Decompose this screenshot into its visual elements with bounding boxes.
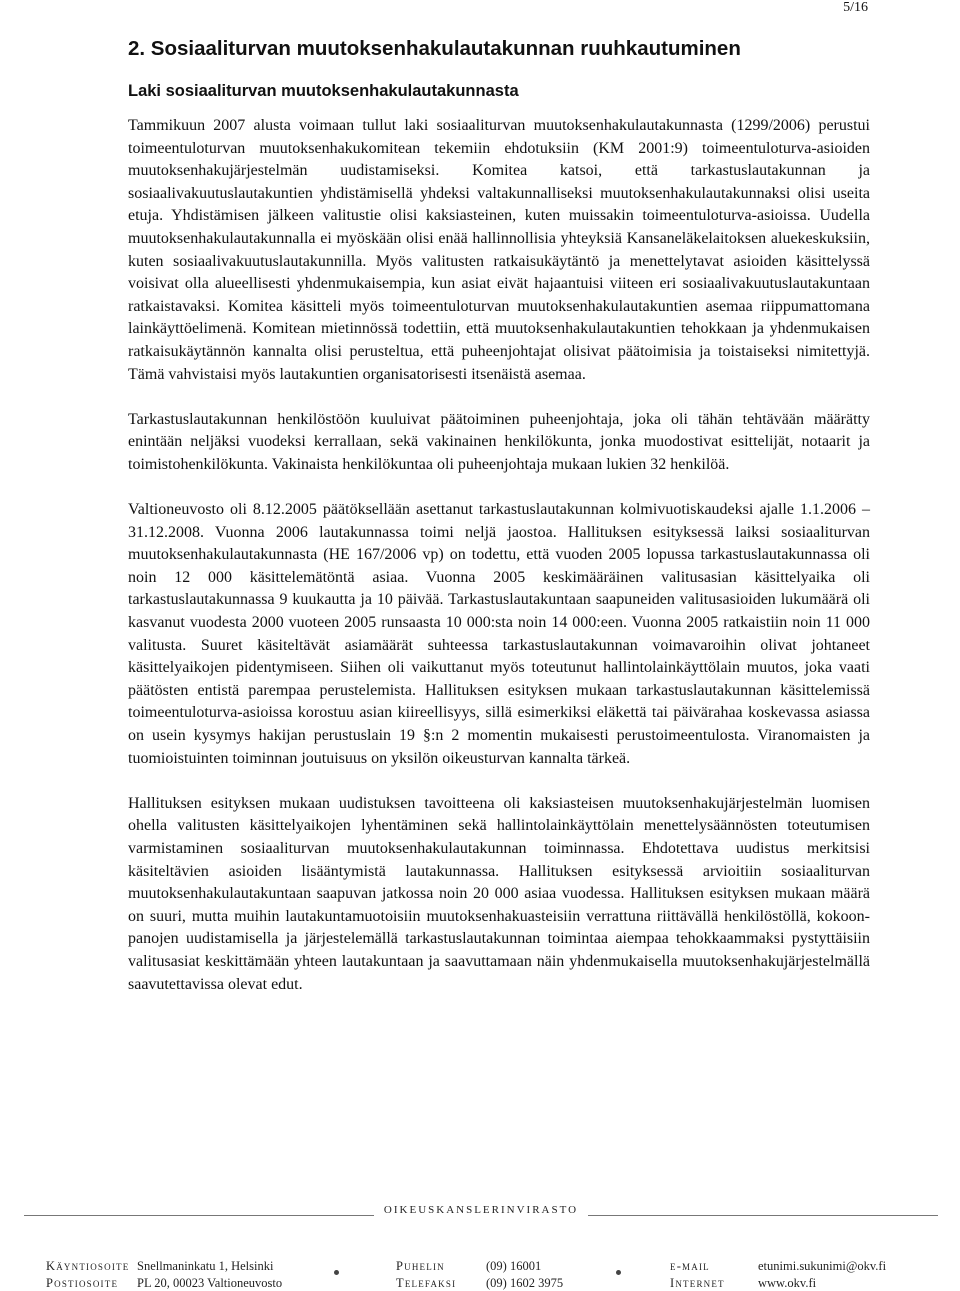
paragraph-3: Valtioneuvosto oli 8.12.2005 päätöksellään asettanut tarkastuslautakunnan kolmivuotiskaudeksi ajalle 1.1.2006 – 31.12.2008. Vuonna 2006 lautakunnassa toimi neljä jaostoa. Hallituksen esityksessä laiksi sosiaaliturvan muutoksenhakulautakunnasta (HE 167/2006 vp) on todettu, että vuoden 2005 lopussa tarkastuslautakunnassa oli noin 12 000 käsittelemätöntä asiaa. Vuonna 2005 keskimääräinen valitusasian käsittelyaika oli tarkastuslautakunnassa 9 kuukautta ja 10 päivää. Tarkastuslautakuntaan saapuneiden valitusasioiden lukumäärä oli kasvanut vuodesta 2000 vuoteen 2005 runsaasta 10 000:sta noin 14 000:een. Vuonna 2005 ratkaistiin noin 11 000 valitusta. Suuret käsiteltävät asiamäärät suhteessa tarkastuslautakunnan voimavaroihin olivat johtaneet käsittelyaikojen pidentymiseen. Siihen oli vaikuttanut myös toteutunut hallintolainkäyttölain muutos, joka vaati päätösten entistä parempaa perustelemista. Hallituksen esityksen mukaan tarkastuslautakunnan käsittelemissä toimeentuloturva-asioissa korostuu asian kiireellisyys, sillä esimerkiksi eläkettä tai päivärahaa koskevassa asiassa on usein kysymys hakijan perustuslain 19 §:n 2 momentin mukaisesti perustoimeentulosta. Viranomaisten ja tuomioistuinten toiminnan joutuisuus on yksilön oikeusturvan kannalta tärkeä. — [128, 501, 870, 767]
footer-divider-right — [588, 1215, 938, 1216]
footer-bullet-dot — [616, 1270, 621, 1275]
paragraph-2: Tarkastuslautakunnan henkilöstöön kuuluivat päätoiminen puheenjohtaja, joka oli tähän tehtävään määrätty enintään neljäksi vuodeksi kerrallaan, sekä vakinainen henkilökunta, jonka muodostivat esittelijät, notaarit ja toimistohenkilökunta. Vakinaista henkilökuntaa oli puheenjohtaja mukaan lukien 32 henkilöä. — [128, 410, 870, 473]
footer-phone-number: (09) 16001 — [486, 1259, 542, 1273]
footer-postal-label: Postiosoite — [46, 1276, 119, 1290]
paragraph-1: Tammikuun 2007 alusta voimaan tullut laki sosiaaliturvan muutoksenhakulautakunnasta (1299/2006) perustui toimeentuloturvan muutoksenhakukomitean tekemiin ehdotuksiin (KM 2001:9) toimeentuloturva-asioiden muutoksenhakujärjestelmän uudistamiseksi. Komitea katsoi, että tarkastuslautakunnan ja sosiaalivakuutuslautakuntien yhdistämisellä yhdeksi valtakunnalliseksi muutoksenhakulautakunnaksi olisi useita etuja. Yhdistämisen jälkeen valitustie olisi kaksiasteinen, kuten muissakin toimeentuloturva-asioissa. Uudella muutoksenhakulautakunnalla ei myöskään olisi enää hallinnollisia yhteyksiä Kansaneläkelaitoksen aluekeskuksiin, kuten sosiaalivakuutuslautakunnilla. Myös valitusten ratkaisukäytäntö ja menettelytavat asioiden käsittelyssä voisivat olla alueellisesti yhdenmukaisempia, kun asiat eivät hajaantuisi viiteen eri sosiaalivakuutuslautakuntaan ratkaistavaksi. Komitea käsitteli myös toimeentuloturvan muutoksenhakulautakuntien asemaa riippumattomana lainkäyttöelimenä. Komitean mietinnössä todettiin, että muutoksenhakulautakuntien tehokkaan ja yhdenmukaisen ratkaisukäytännön kannalta olisi perusteltua, että puheenjohtajat olisivat päätoimisia ja toistaiseksi nimitettyjä. Tämä vahvistaisi myös lautakuntien organisatorisesti itsenäistä asemaa. — [128, 117, 870, 383]
footer-bullet-dot — [334, 1270, 339, 1275]
footer-divider-left — [24, 1215, 374, 1216]
page-footer — [0, 1190, 960, 1291]
footer-phone-label: Puhelin — [396, 1259, 445, 1273]
footer-website-link[interactable]: www.okv.fi — [758, 1276, 817, 1290]
paragraph-4: Hallituksen esityksen mukaan uudistuksen tavoitteena oli kaksiasteisen muutoksenhakujärjestelmän luomisen ohella valitusten käsittelyaikojen lyhentäminen sekä hallintolainkäyttölain menettelysäännösten toteutumisen varmistaminen sosiaaliturvan muutoksenhakulautakunnan toiminnassa. Ehdotettava uudistus merkitsisi käsiteltävien asioiden lisääntymistä lautakunnassa. Hallituksen esityksessä arvioitiin sosiaaliturvan muutoksenhakulautakuntaan saapuvan jatkossa noin 20 000 asiaa vuodessa. Hallituksen esityksen mukaan määrä on suuri, mutta muihin lautakuntamuotoisiin muutoksenhakuasteisiin verrattuna riittävällä henkilöstöllä, kokoonpanojen uudistamisella ja järjestelemällä tarkastuslautakunnan toimintaa aiempaa tehokkaammaksi pystyttäisiin valitusasiat keskittämään yhteen lautakuntaan ja saavuttamaan näin yhdenmukaisella muutoksenhakujärjestelmällä saavutettavissa olevat edut. — [128, 794, 870, 993]
footer-visiting-label: Käyntiosoite — [46, 1259, 130, 1273]
section-subheading: Laki sosiaaliturvan muutoksenhakulautakunnasta — [128, 82, 519, 100]
footer-email-label: e-mail — [670, 1259, 710, 1273]
footer-fax-label: Telefaksi — [396, 1276, 457, 1290]
page-number: 5/16 — [843, 0, 868, 15]
footer-internet-label: Internet — [670, 1276, 725, 1290]
footer-organization: OIKEUSKANSLERINVIRASTO — [383, 1204, 579, 1216]
document-body — [128, 37, 870, 996]
section-heading: 2. Sosiaaliturvan muutoksenhakulautakunnan ruuhkautuminen — [128, 37, 741, 60]
footer-fax-number: (09) 1602 3975 — [486, 1276, 564, 1290]
footer-postal-address: PL 20, 00023 Valtioneuvosto — [137, 1276, 283, 1290]
footer-email-link[interactable]: etunimi.sukunimi@okv.fi — [758, 1259, 887, 1273]
footer-visiting-address: Snellmaninkatu 1, Helsinki — [137, 1259, 274, 1273]
